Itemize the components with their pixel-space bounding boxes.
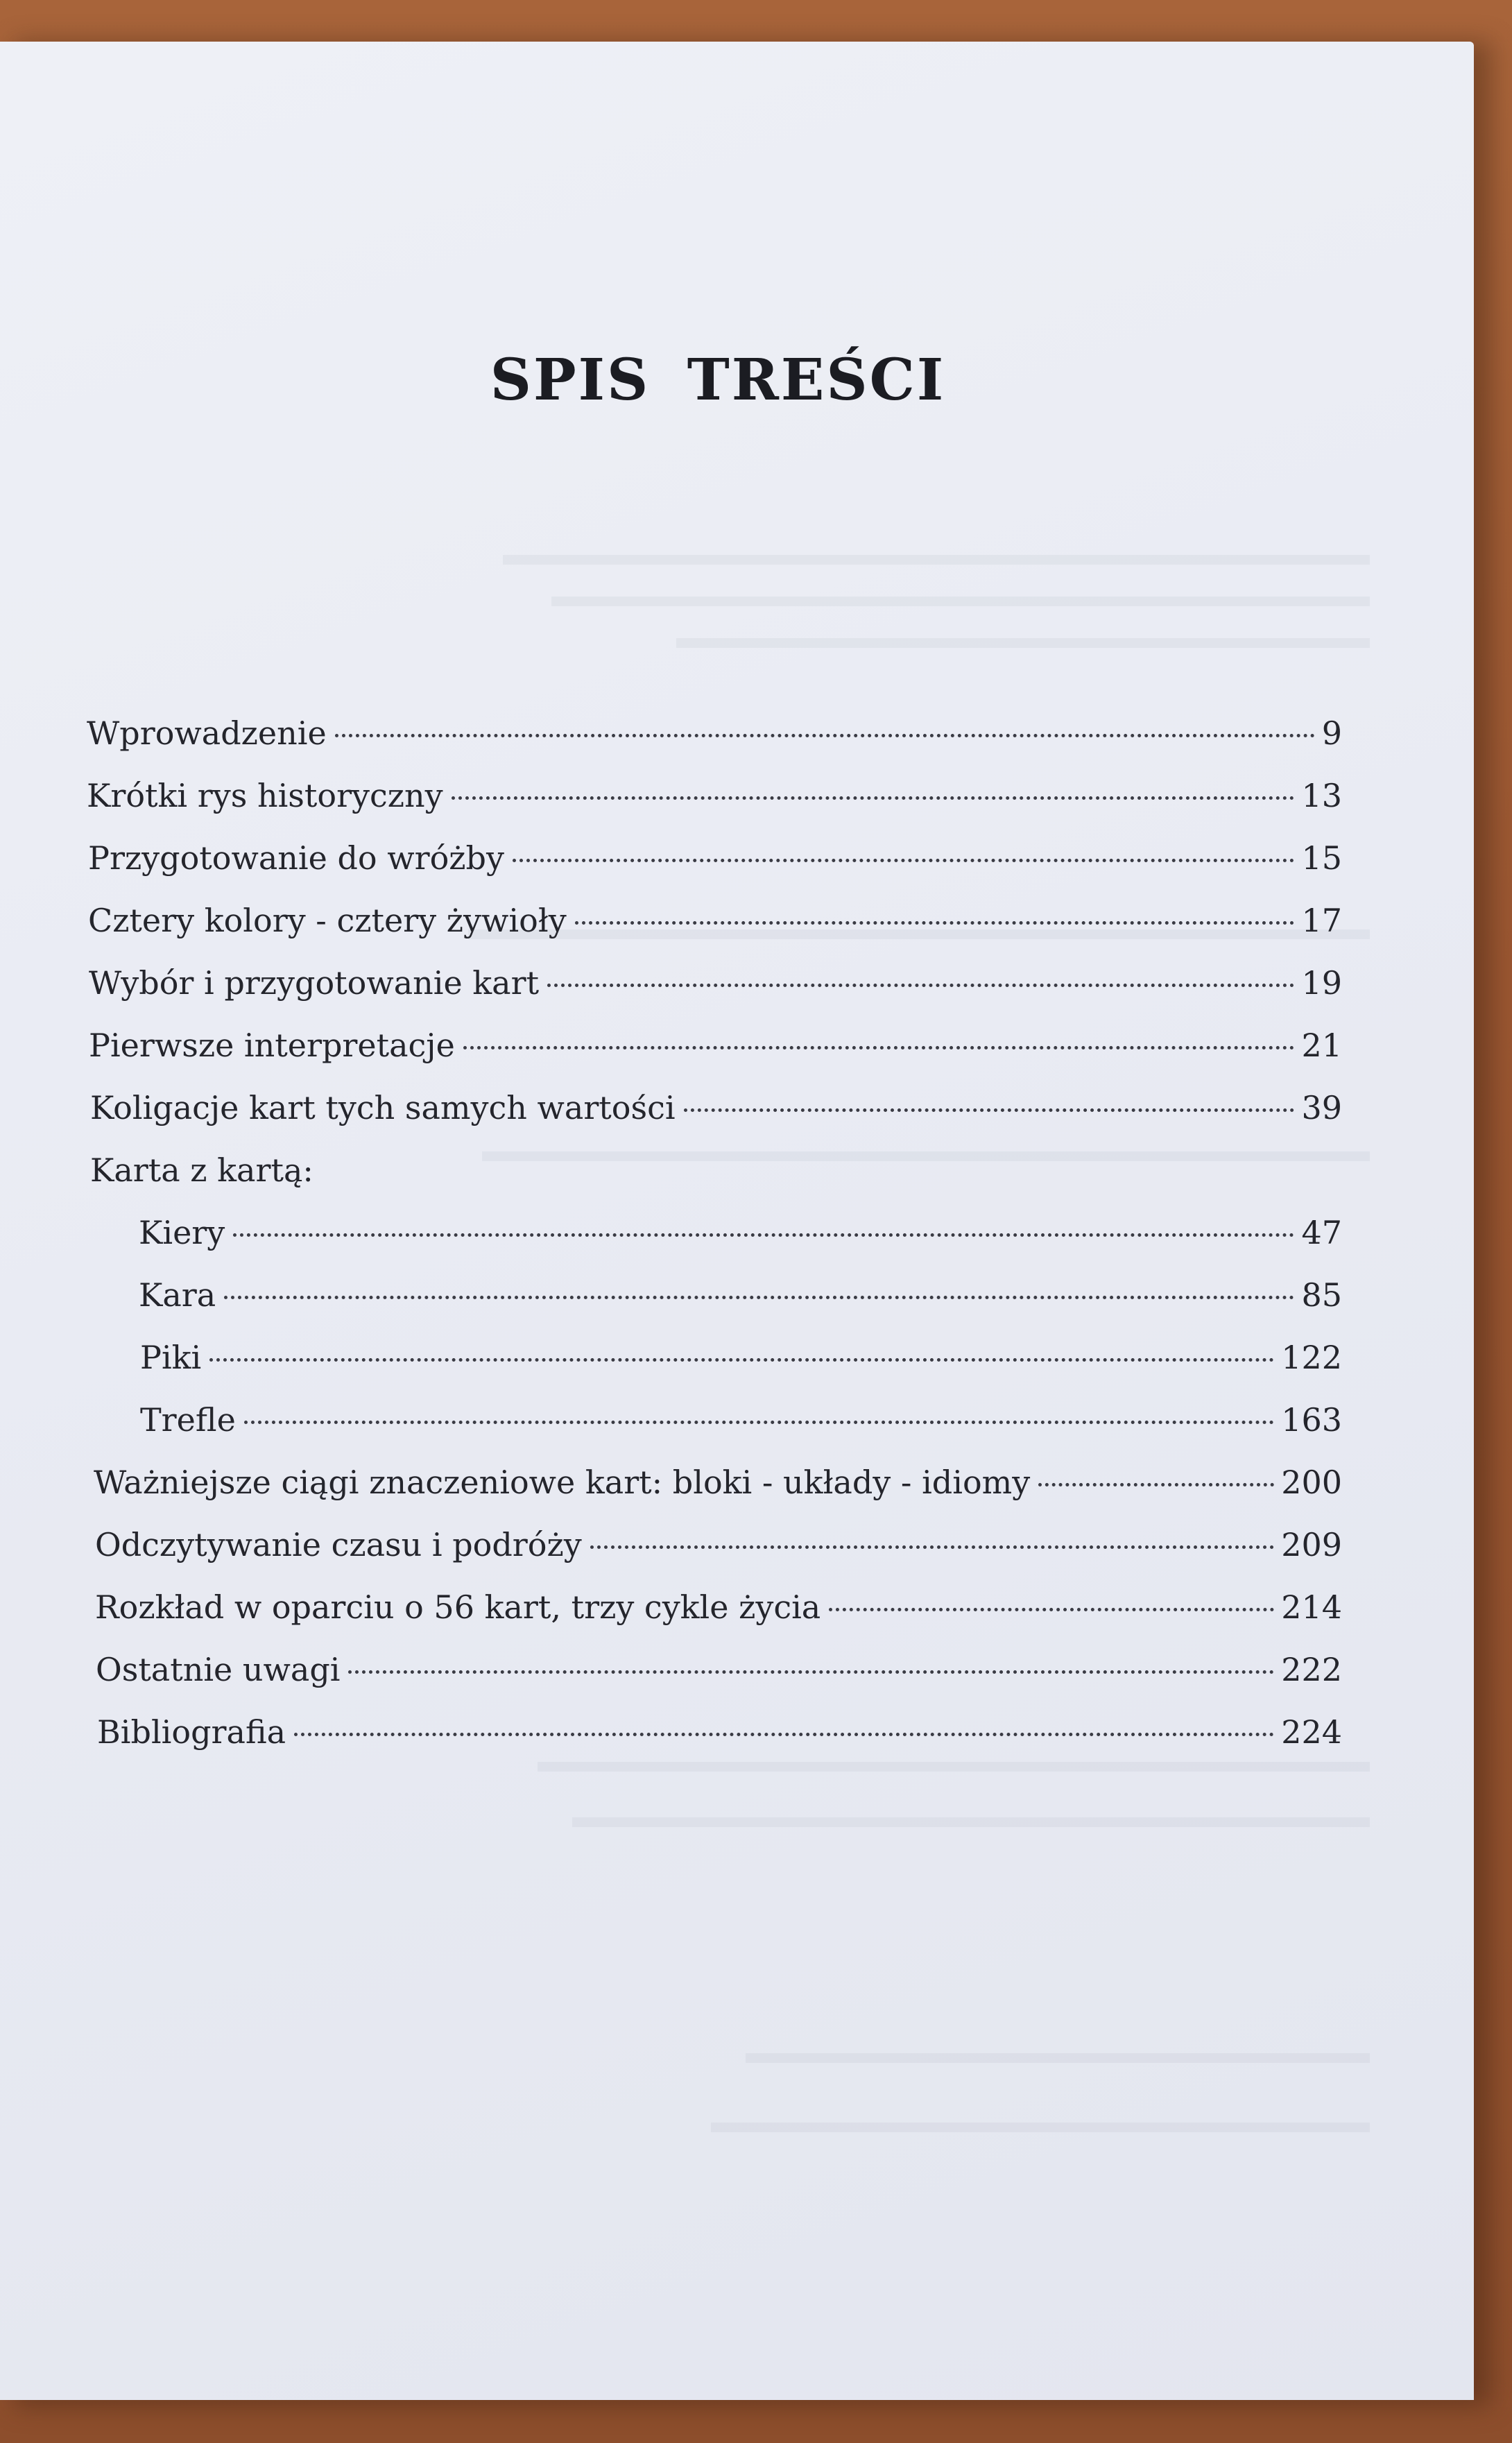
dot-leader xyxy=(575,921,1295,925)
dot-leader xyxy=(547,984,1294,987)
toc-entry-label: Krótki rys historyczny xyxy=(87,777,443,814)
show-through xyxy=(503,555,1370,565)
dot-leader xyxy=(590,1545,1274,1549)
toc-entry-label: Bibliografia xyxy=(97,1713,286,1751)
toc-entry-page: 222 xyxy=(1281,1651,1342,1688)
toc-section-heading xyxy=(90,1151,1342,1196)
toc-entry-page: 15 xyxy=(1301,839,1342,877)
toc-entry-label: Ostatnie uwagi xyxy=(96,1651,341,1688)
toc-entry-label: Rozkład w oparciu o 56 kart, trzy cykle życia xyxy=(95,1588,821,1626)
toc-entry-page: 21 xyxy=(1301,1027,1342,1064)
toc-entry-page: 39 xyxy=(1301,1089,1342,1126)
toc-entry-label: Przygotowanie do wróżby xyxy=(88,839,504,877)
toc-entry xyxy=(87,777,1342,821)
toc-entry-page: 122 xyxy=(1281,1339,1342,1376)
toc-subentry xyxy=(140,1401,1342,1446)
toc-entry-page: 17 xyxy=(1301,902,1342,939)
dot-leader xyxy=(452,796,1295,800)
page-title: SPIS TREŚCI xyxy=(490,347,946,413)
toc-entry xyxy=(95,1588,1342,1633)
toc-entry xyxy=(94,1464,1342,1508)
toc-entry xyxy=(97,1713,1342,1758)
toc-entry-label: Koligacje kart tych samych wartości xyxy=(90,1089,676,1126)
toc-entry xyxy=(87,714,1342,759)
toc-entry-label: Kiery xyxy=(139,1214,225,1251)
toc-subentry xyxy=(139,1214,1342,1258)
toc-entry xyxy=(95,1526,1342,1570)
dot-leader xyxy=(294,1733,1274,1736)
dot-leader xyxy=(348,1670,1274,1674)
toc-entry-page: 13 xyxy=(1301,777,1342,814)
show-through xyxy=(551,597,1370,606)
show-through xyxy=(746,2053,1370,2063)
book-page xyxy=(0,42,1474,2400)
toc-entry xyxy=(96,1651,1342,1695)
toc-entry xyxy=(89,964,1342,1009)
toc-entry-label: Wprowadzenie xyxy=(87,714,327,752)
toc-subentry xyxy=(139,1276,1342,1321)
dot-leader xyxy=(513,859,1294,862)
show-through xyxy=(538,1762,1370,1772)
toc-entry-label: Pierwsze interpretacje xyxy=(89,1027,455,1064)
dot-leader xyxy=(829,1608,1274,1611)
dot-leader xyxy=(463,1046,1295,1049)
show-through xyxy=(711,2123,1370,2132)
show-through xyxy=(676,638,1370,648)
dot-leader xyxy=(335,734,1315,737)
toc-entry-page: 19 xyxy=(1301,964,1342,1002)
toc-entry-label: Wybór i przygotowanie kart xyxy=(89,964,540,1002)
dot-leader xyxy=(244,1421,1274,1424)
toc-entry xyxy=(89,1027,1342,1071)
dot-leader xyxy=(224,1296,1294,1299)
show-through xyxy=(572,1817,1370,1827)
dot-leader xyxy=(233,1233,1294,1237)
toc-subentry xyxy=(140,1339,1342,1383)
toc-entry-page: 163 xyxy=(1281,1401,1342,1439)
dot-leader xyxy=(684,1108,1295,1112)
toc-entry xyxy=(88,839,1342,884)
toc-entry-page: 47 xyxy=(1301,1214,1342,1251)
toc-entry-page: 200 xyxy=(1281,1464,1342,1501)
toc-entry-label: Trefle xyxy=(140,1401,236,1439)
toc-entry-page: 214 xyxy=(1281,1588,1342,1626)
dot-leader xyxy=(1038,1483,1274,1486)
dot-leader xyxy=(209,1358,1274,1362)
toc-entry-page: 85 xyxy=(1301,1276,1342,1314)
toc-entry xyxy=(88,902,1342,946)
toc-entry-label: Cztery kolory - cztery żywioły xyxy=(88,902,567,939)
toc-entry-label: Ważniejsze ciągi znaczeniowe kart: bloki - układy - idiomy xyxy=(94,1464,1031,1501)
toc-entry-label: Odczytywanie czasu i podróży xyxy=(95,1526,582,1563)
toc-entry-label: Karta z kartą: xyxy=(90,1151,313,1189)
toc-entry-label: Kara xyxy=(139,1276,216,1314)
toc-entry-label: Piki xyxy=(140,1339,202,1376)
toc-entry xyxy=(90,1089,1342,1133)
toc-entry-page: 9 xyxy=(1321,714,1342,752)
toc-entry-page: 224 xyxy=(1281,1713,1342,1751)
toc-entry-page: 209 xyxy=(1281,1526,1342,1563)
